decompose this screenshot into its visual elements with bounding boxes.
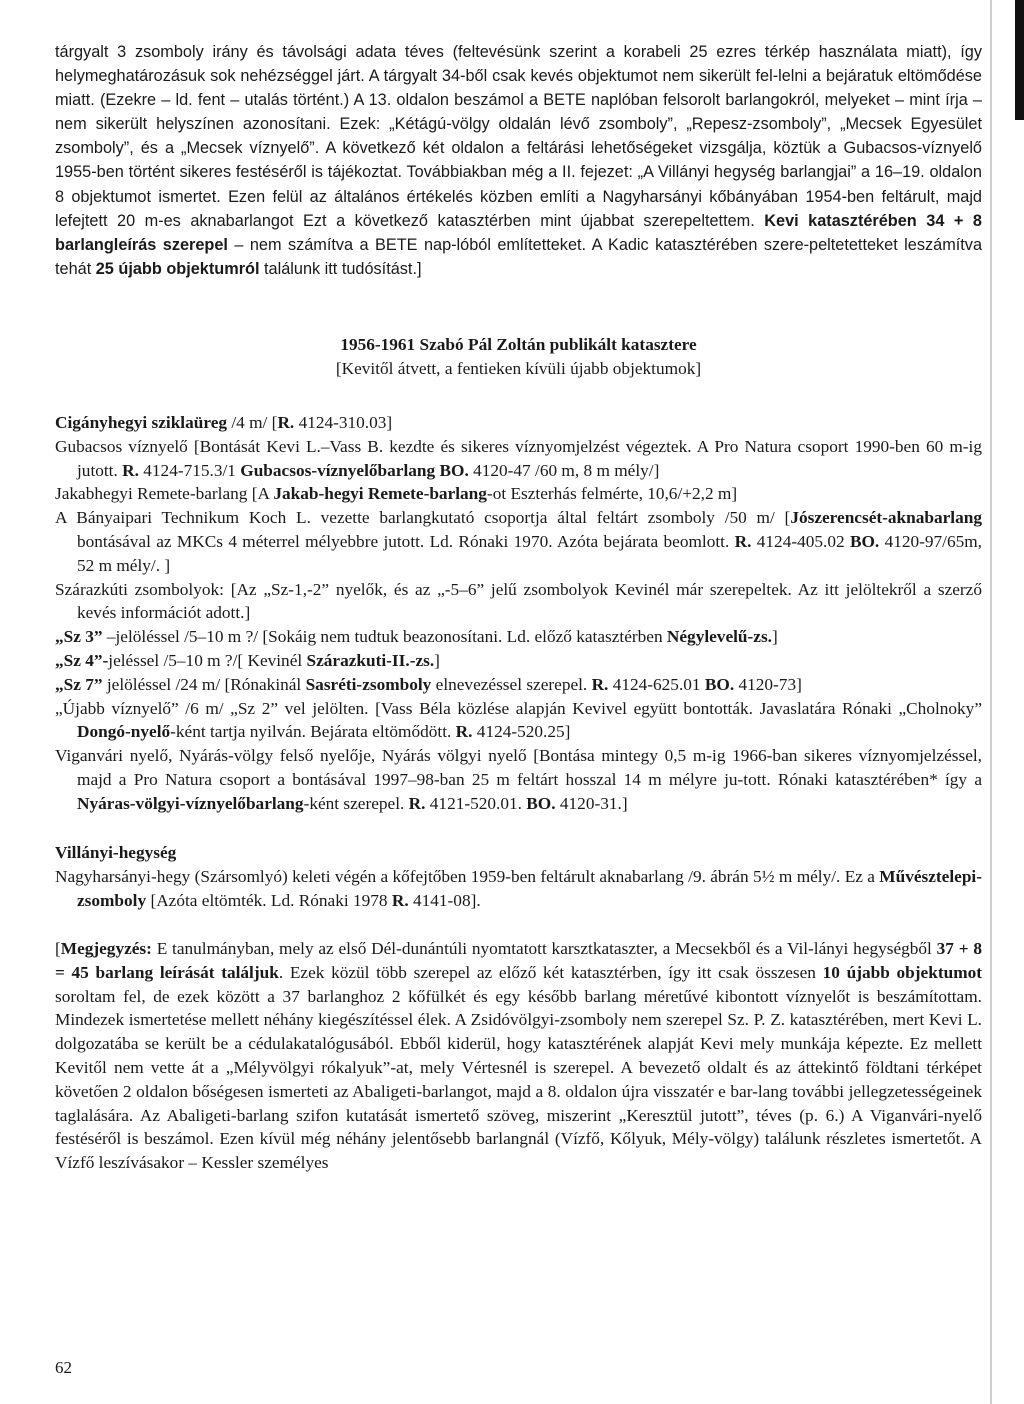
intro-text-2: – nem számítva a BETE nap-lóból említetteket. A Kadic katasztérében szere-peltetetteket leszámítva tehát [55,235,982,278]
cave-entry [55,649,982,673]
note-text-run: 10 újabb objektumot [822,962,982,982]
entry-text-run: 4124-625.01 [608,674,705,694]
cave-entry [55,578,982,626]
note-text-run: 37 + 8 = 45 barlang leírását találjuk [55,939,982,982]
entry-text-run: Szárazkúti zsombolyok: [Az „Sz-1,-2” nyelők, és az „-5–6” jelű zsombolyok Kevinél már szerepeltek. Az itt jelöltekről a szerző kevés információt adott.] [55,579,982,623]
entry-text-run: A Bányaipari Technikum Koch L. vezette barlangkutató csoportja által feltárt zsomboly /50 m/ [ [55,508,791,528]
entry-text-run: BO. [704,674,735,694]
note-text-run: soroltam fel, de ezek között a 37 barlanghoz 2 kőfülkét és egy később barlang méretűvé kibontott víznyelőt is beszámítottam. Mindezek ismertetése mellett néhány kiegészítéssel élek. A Zsidóvölgyi-zsomboly nem szerepel Sz. P. Z. katasztérében, mert Kevi L. dolgozatába se került be a cédulakatalógusából. Ebből kiderül, hogy katasztérének alapját Kevi mely munkája képezte. Ez mellett Kevitől nem vette át a „Mélyvölgyi rókalyuk”-at, mely Vértesnél is szerepel. A bevezető oldalt és az áttekintő földtani térképet követően 2 oldalon bőségesen ismerteti az Abaligeti-barlangot, majd a 8. oldalon újra visszatér e bar-lang további jellegzetességeinek taglalására. Az Abaligeti-barlang szifon kutatását ismertető szöveg, miszerint „Keresztül jutott”, téves (p. 6.) A Viganvári-nyelő festéséről is beszámol. Ezen kívül még néhány jelentősebb barlangnál (Vízfő, Kőlyuk, Mély-völgy) találunk részletes ismertetőt. A Vízfő leszívásakor – Kessler személyes [55,986,982,1173]
entry-text-run: 4120-47 /60 m, 8 m mély/] [468,460,660,480]
entry-text-run: 4120-31.] [555,793,628,813]
entry-text-run: 4124-715.3/1 [138,460,241,480]
entry-text-run: 4124-310.03] [294,412,393,432]
cave-entry [55,697,982,745]
entry-text-run: R. [408,793,426,813]
entry-text-run: „Újabb víznyelő” /6 m/ „Sz 2” vel jelölten. [Vass Béla közlése alapján Kevivel együtt bontották. Javaslatára Rónaki „Cholnoky” [55,698,982,718]
intro-paragraph [55,40,982,281]
intro-bold-2: 25 újabb objektumról [95,259,260,278]
entry-text-run: Dongó-nyelő [77,722,171,742]
entry-text-run: /4 m/ [ [227,412,278,432]
entry-text-run: „Sz 7” [55,674,103,694]
entry-text-run: Jakab-hegyi Remete-barlang [273,484,487,504]
entry-text-run: elnevezéssel szerepel. [431,674,592,694]
entry-text-run: Jószerencsét-aknabarlang [790,508,982,528]
note-paragraph [55,937,982,1175]
entry-text-run: [Azóta eltömték. Ld. Rónaki 1978 [146,891,392,911]
cave-entry [55,673,982,697]
entry-text-run: -ként szerepel. [303,793,409,813]
page-number: 62 [55,1358,72,1377]
entry-text-run: R. [455,722,473,742]
intro-bold-1: Kevi katasztérében 34 + 8 barlangleírás szerepel [55,211,982,254]
entry-text-run: Szárazkuti-II.-zs. [306,650,435,670]
entry-text-run: Sasréti-zsomboly [305,674,432,694]
entry-text-run: Gubacsos-víznyelőbarlang BO. [240,460,469,480]
entry-text-run: -ot Eszterhás felmérte, 10,6/+2,2 m] [486,484,738,504]
note-text-run: Megjegyzés: [60,939,152,959]
entry-text-run: Jakabhegyi Remete-barlang [A [55,484,274,504]
entry-text-run: R. [734,531,752,551]
entry-text-run: Gubacsos víznyelő [Bontását Kevi L.–Vass B. kezdte és sikeres víznyomjelzést végeztek. A Pro Natura csoport 1990-ben 60 m-ig jutott. [55,436,982,480]
cave-entry [55,435,982,483]
cadastre-subtitle: [Kevitől átvett, a fentieken kívüli újabb objektumok] [335,358,702,378]
section-title-villany: Villányi-hegység [55,843,177,863]
entry-text-run: jeléssel /5–10 m ?/[ Kevinél [108,650,307,670]
entry-text-run: 4120-97/65m, 52 m mély/. ] [77,531,983,575]
entry-text-run: BO. [849,531,880,551]
entry-text-run: jelöléssel /24 m/ [Rónakinál [102,674,306,694]
cave-entry-list [55,411,982,816]
note-text-run: [ [55,939,61,959]
cave-entry-villany [55,865,982,913]
entry-text-run: Viganvári nyelő, Nyárás-völgy felső nyelője, Nyárás völgyi nyelő [Bontása mintegy 0,5 m-ig 1966-ban sikeres víznyomjelzéssel, majd a Pro Natura csoport a bontásával 1997–98-ban 25 m feltárt hosszal 14 m mélyre ju-tott. Rónaki katasztérében* így a [55,746,982,789]
entry-text-run: 4124-520.25] [472,722,571,742]
scan-edge-bar [1015,0,1024,120]
entry-text-run: Négylevelű-zs. [666,627,773,647]
intro-text-3: találunk itt tudósítást.] [259,259,422,278]
entry-text-run: Nagyharsányi-hegy (Szársomlyó) keleti végén a kőfejtőben 1959-ben feltárult aknabarlang /9. ábrán 5½ m mély/. Ez a [55,867,880,887]
note-text-run: E tanulmányban, mely az első Dél-dunántúli nyomtatott karsztkataszter, a Mecsekből és a Vil-lányi hegységből [151,939,937,959]
entry-text-run: Nyáras-völgyi-víznyelőbarlang [77,793,304,813]
entry-text-run: „Sz 4”- [55,650,109,670]
entry-text-run: 4121-520.01. [425,793,527,813]
cadastre-title: 1956-1961 Szabó Pál Zoltán publikált katasztere [340,334,697,354]
entry-text-run: R. [122,460,139,480]
entry-text-run: 4141-08]. [408,891,481,911]
document-page [55,40,982,1175]
intro-text-1: tárgyalt 3 zsomboly irány és távolsági adata téves (feltevésünk szerint a korabeli 25 ezres térkép használata miatt), így helymeghatározásuk sok nehézséggel járt. A tárgyalt 34-ből csak kevés objektumot nem sikerült fel-lelni a bejáratuk eltömődése miatt. (Ezekre – ld. fent – utalás történt.) A 13. oldalon beszámol a BETE naplóban felsorolt barlangokról, melyeket – mint írja – nem sikerült helyszínen azonosítani. Ezek: „Kétágú-völgy oldalán lévő zsomboly”, „Repesz-zsomboly”, „Mecsek Egyesület zsomboly”, és a „Mecsek víznyelő”. A következő két oldalon a feltárási lehetőségeket vizsgálja, köztük a Gubacsos-víznyelő 1955-ben történt sikeres festéséről is tájékoztat. Továbbiakban még a II. fejezet: „A Villányi hegység barlangjai” a 16–19. oldalon 8 objektumot ismertet. Ezen felül az általános értékelés közben említi a Nagyharsányi kőbányában 1954-ben feltárult, majd lefejtett 20 m-es aknabarlangot Ezt a következő katasztérben mint újabbat szerepeltettem. [55,43,982,230]
cadastre-heading [55,333,982,381]
entry-text-run: Művésztelepi-zsomboly [77,867,982,911]
entry-text-run: 4124-405.02 [751,531,850,551]
entry-text-run: R. [277,412,295,432]
entry-text-run: „Sz 3” [55,627,103,647]
entry-text-run: R. [391,891,409,911]
cave-entry [55,411,982,435]
entry-text-run: bontásával az MKCs 4 méterrel mélyebbre jutott. Ld. Rónaki 1970. Azóta bejárata beomlott. [77,531,735,551]
note-text-run: . Ezek közül több szerepel az előző két katasztérben, így itt csak összesen [278,962,823,982]
cave-entry [55,625,982,649]
scan-edge-line [990,0,992,1404]
entry-text-run: 4120-73] [734,674,802,694]
villany-entry-list [55,865,982,913]
cave-entry [55,744,982,815]
entry-text-run: BO. [526,793,556,813]
cave-entry [55,506,982,577]
entry-text-run: –jelöléssel /5–10 m ?/ [Sokáig nem tudtuk beazonosítani. Ld. előző katasztérben [102,627,667,647]
entry-text-run: ] [772,627,778,647]
entry-text-run: R. [591,674,609,694]
cave-entry [55,482,982,506]
entry-text-run: Cigányhegyi sziklaüreg [55,412,228,432]
entry-text-run: ] [434,650,440,670]
entry-text-run: -ként tartja nyilván. Bejárata eltömődött. [170,722,456,742]
